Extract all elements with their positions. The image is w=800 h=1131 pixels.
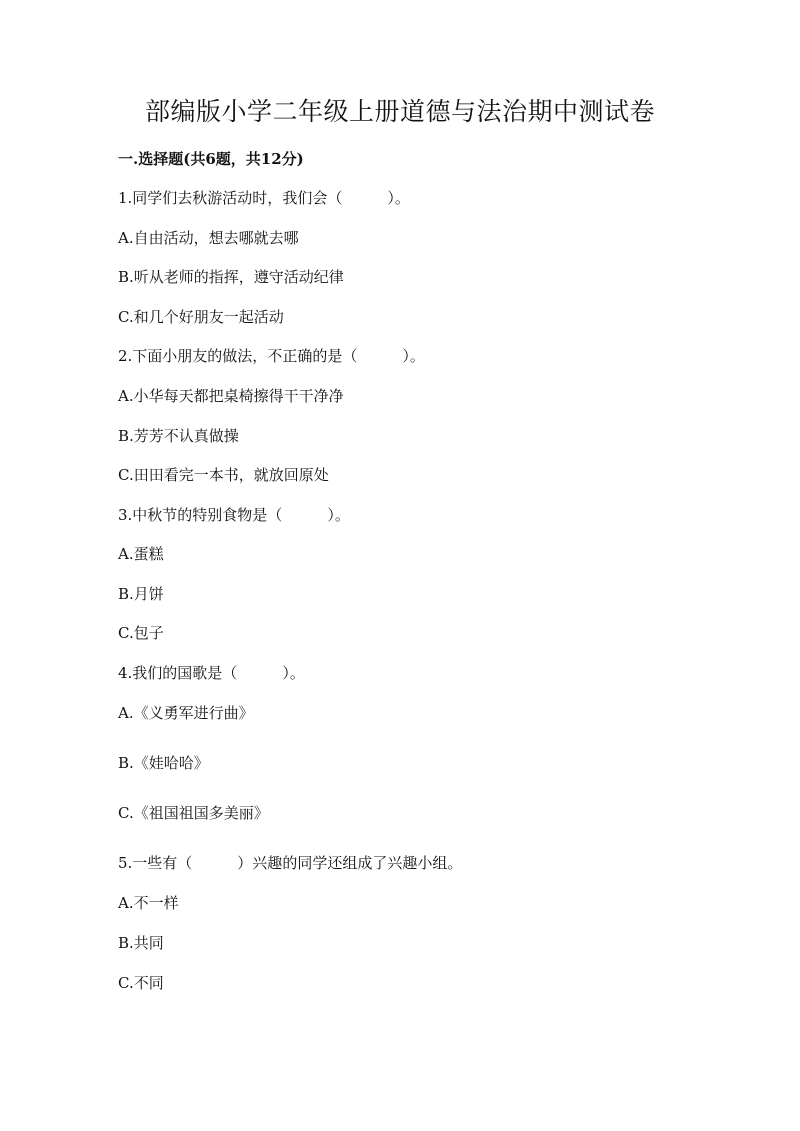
question-4-option-a: A.《义勇军进行曲》 <box>118 704 254 722</box>
question-5-option-b: B.共同 <box>118 934 164 952</box>
question-1-option-b: B.听从老师的指挥，遵守活动纪律 <box>118 268 344 286</box>
question-3-option-a: A.蛋糕 <box>118 545 164 563</box>
question-2-stem: 2.下面小朋友的做法，不正确的是（ ）。 <box>118 347 425 365</box>
question-3-option-b: B.月饼 <box>118 585 164 603</box>
question-5-option-a: A.不一样 <box>118 894 179 912</box>
question-4-option-b: B.《娃哈哈》 <box>118 754 209 772</box>
question-1-option-a: A.自由活动，想去哪就去哪 <box>118 229 299 247</box>
question-5-option-c: C.不同 <box>118 974 164 992</box>
question-5-stem: 5.一些有（ ）兴趣的同学还组成了兴趣小组。 <box>118 854 463 872</box>
question-3-stem: 3.中秋节的特别食物是（ ）。 <box>118 506 350 524</box>
question-2-option-c: C.田田看完一本书，就放回原处 <box>118 466 329 484</box>
question-2-option-b: B.芳芳不认真做操 <box>118 427 239 445</box>
section-heading: 一.选择题(共6题，共12分) <box>118 150 304 168</box>
question-4-stem: 4.我们的国歌是（ ）。 <box>118 664 305 682</box>
question-1-stem: 1.同学们去秋游活动时，我们会（ ）。 <box>118 189 410 207</box>
question-4-option-c: C.《祖国祖国多美丽》 <box>118 804 269 822</box>
document-title: 部编版小学二年级上册道德与法治期中测试卷 <box>144 97 655 126</box>
question-2-option-a: A.小华每天都把桌椅擦得干干净净 <box>118 387 344 405</box>
question-3-option-c: C.包子 <box>118 624 164 642</box>
question-1-option-c: C.和几个好朋友一起活动 <box>118 308 284 326</box>
